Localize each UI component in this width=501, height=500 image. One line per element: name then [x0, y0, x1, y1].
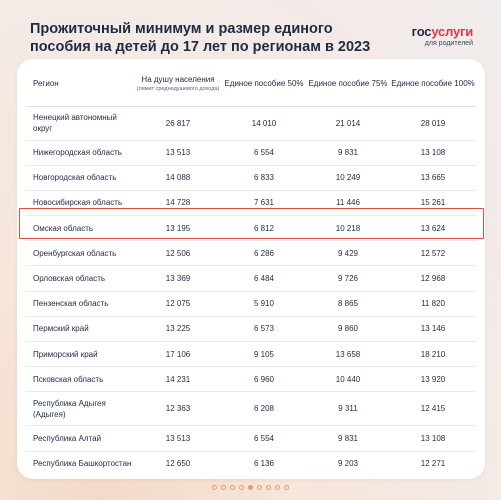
header-benefit-50: Единое пособие 50%: [224, 79, 304, 89]
table-row: [26, 367, 476, 392]
cell-benefit-100: 13 665: [390, 165, 476, 190]
cell-benefit-75: 11 446: [306, 190, 390, 215]
cell-benefit-75: 9 831: [306, 140, 390, 165]
page-dot[interactable]: [284, 485, 289, 490]
cell-benefit-100: 12 415: [390, 392, 476, 426]
page-dot[interactable]: [257, 485, 262, 490]
cell-region: Омская область: [26, 216, 134, 241]
cell-per-capita: 13 369: [134, 266, 222, 291]
cell-per-capita: 14 231: [134, 367, 222, 392]
cell-region: Республика Алтай: [26, 426, 134, 451]
gosuslugi-logo: [412, 24, 473, 47]
table-body: [26, 106, 476, 476]
page-dot[interactable]: [221, 485, 226, 490]
cell-benefit-50: 6 573: [222, 316, 306, 341]
cell-benefit-75: 10 218: [306, 216, 390, 241]
cell-region: Нижегородская область: [26, 140, 134, 165]
cell-benefit-75: 9 311: [306, 392, 390, 426]
cell-per-capita: 13 195: [134, 216, 222, 241]
cell-benefit-50: 7 631: [222, 190, 306, 215]
cell-benefit-50: 9 105: [222, 342, 306, 367]
page-dot[interactable]: [275, 485, 280, 490]
table-row: [26, 140, 476, 165]
cell-benefit-75: 10 249: [306, 165, 390, 190]
cell-region: Пензенская область: [26, 291, 134, 316]
page-title: Прожиточный минимум и размер единого пособия на детей до 17 лет по регионам в 2023: [30, 21, 371, 55]
header-per-capita-label: На душу населения: [141, 75, 215, 85]
cell-benefit-75: 9 203: [306, 451, 390, 476]
cell-benefit-100: 13 920: [390, 367, 476, 392]
header-benefit-75: Единое пособие 75%: [308, 79, 388, 89]
header-per-capita: [134, 59, 222, 106]
cell-per-capita: 26 817: [134, 106, 222, 140]
cell-benefit-75: 9 429: [306, 241, 390, 266]
cell-per-capita: 12 506: [134, 241, 222, 266]
cell-per-capita: 12 075: [134, 291, 222, 316]
table-row: [26, 190, 476, 215]
cell-per-capita: 13 513: [134, 426, 222, 451]
table-row: [26, 241, 476, 266]
cell-region: Республика Адыгея (Адыгея): [26, 392, 134, 426]
cell-benefit-50: 5 910: [222, 291, 306, 316]
cell-benefit-100: 15 261: [390, 190, 476, 215]
benefits-table: [26, 59, 476, 476]
page-dot[interactable]: [230, 485, 235, 490]
cell-benefit-75: 8 865: [306, 291, 390, 316]
cell-benefit-50: 6 812: [222, 216, 306, 241]
cell-benefit-100: 11 820: [390, 291, 476, 316]
page-dot[interactable]: [212, 485, 217, 490]
cell-region: Новосибирская область: [26, 190, 134, 215]
cell-per-capita: 14 088: [134, 165, 222, 190]
table-row: [26, 451, 476, 476]
cell-benefit-50: 6 554: [222, 426, 306, 451]
cell-benefit-100: 13 108: [390, 426, 476, 451]
cell-benefit-100: 18 210: [390, 342, 476, 367]
page-dot[interactable]: [239, 485, 244, 490]
cell-benefit-100: 12 271: [390, 451, 476, 476]
cell-region: Новгородская область: [26, 165, 134, 190]
page-dot[interactable]: [248, 485, 253, 490]
table-row: [26, 216, 476, 241]
header-region: Регион: [33, 79, 59, 89]
cell-region: Оренбургская область: [26, 241, 134, 266]
cell-benefit-50: 14 010: [222, 106, 306, 140]
cell-benefit-50: 6 484: [222, 266, 306, 291]
header-benefit-100: Единое пособие 100%: [391, 79, 475, 89]
cell-per-capita: 13 225: [134, 316, 222, 341]
cell-benefit-100: 12 572: [390, 241, 476, 266]
table-row: [26, 426, 476, 451]
cell-benefit-75: 21 014: [306, 106, 390, 140]
cell-per-capita: 12 363: [134, 392, 222, 426]
cell-benefit-75: 13 658: [306, 342, 390, 367]
cell-benefit-100: 12 968: [390, 266, 476, 291]
cell-per-capita: 17 106: [134, 342, 222, 367]
pagination-dots: [0, 485, 501, 490]
table-row: [26, 316, 476, 341]
cell-benefit-50: 6 208: [222, 392, 306, 426]
cell-per-capita: 13 513: [134, 140, 222, 165]
cell-benefit-50: 6 136: [222, 451, 306, 476]
cell-benefit-50: 6 833: [222, 165, 306, 190]
cell-benefit-50: 6 286: [222, 241, 306, 266]
cell-region: Орловская область: [26, 266, 134, 291]
table-row: [26, 291, 476, 316]
page-dot[interactable]: [266, 485, 271, 490]
logo-subtitle: для родителей: [424, 40, 473, 47]
table-card: [17, 59, 485, 479]
cell-benefit-75: 9 860: [306, 316, 390, 341]
table-row: [26, 106, 476, 140]
cell-benefit-75: 9 726: [306, 266, 390, 291]
cell-region: Псковская область: [26, 367, 134, 392]
cell-region: Республика Башкортостан: [26, 451, 134, 476]
logo-prefix: гос: [411, 24, 432, 39]
cell-region: Приморский край: [26, 342, 134, 367]
table-row: [26, 392, 476, 426]
table-row: [26, 342, 476, 367]
logo-accent: услуги: [431, 24, 473, 39]
header-per-capita-note: (лимит среднедушевого дохода): [136, 86, 220, 93]
cell-region: Пермский край: [26, 316, 134, 341]
cell-benefit-50: 6 554: [222, 140, 306, 165]
cell-region: Ненецкий автономный округ: [26, 106, 134, 140]
cell-per-capita: 12 650: [134, 451, 222, 476]
table-row: [26, 266, 476, 291]
cell-benefit-75: 10 440: [306, 367, 390, 392]
cell-benefit-100: 13 146: [390, 316, 476, 341]
cell-benefit-75: 9 831: [306, 426, 390, 451]
cell-per-capita: 14 728: [134, 190, 222, 215]
cell-benefit-100: 13 108: [390, 140, 476, 165]
table-header: [26, 59, 476, 106]
table-row: [26, 165, 476, 190]
cell-benefit-50: 6 960: [222, 367, 306, 392]
cell-benefit-100: 28 019: [390, 106, 476, 140]
cell-benefit-100: 13 624: [390, 216, 476, 241]
